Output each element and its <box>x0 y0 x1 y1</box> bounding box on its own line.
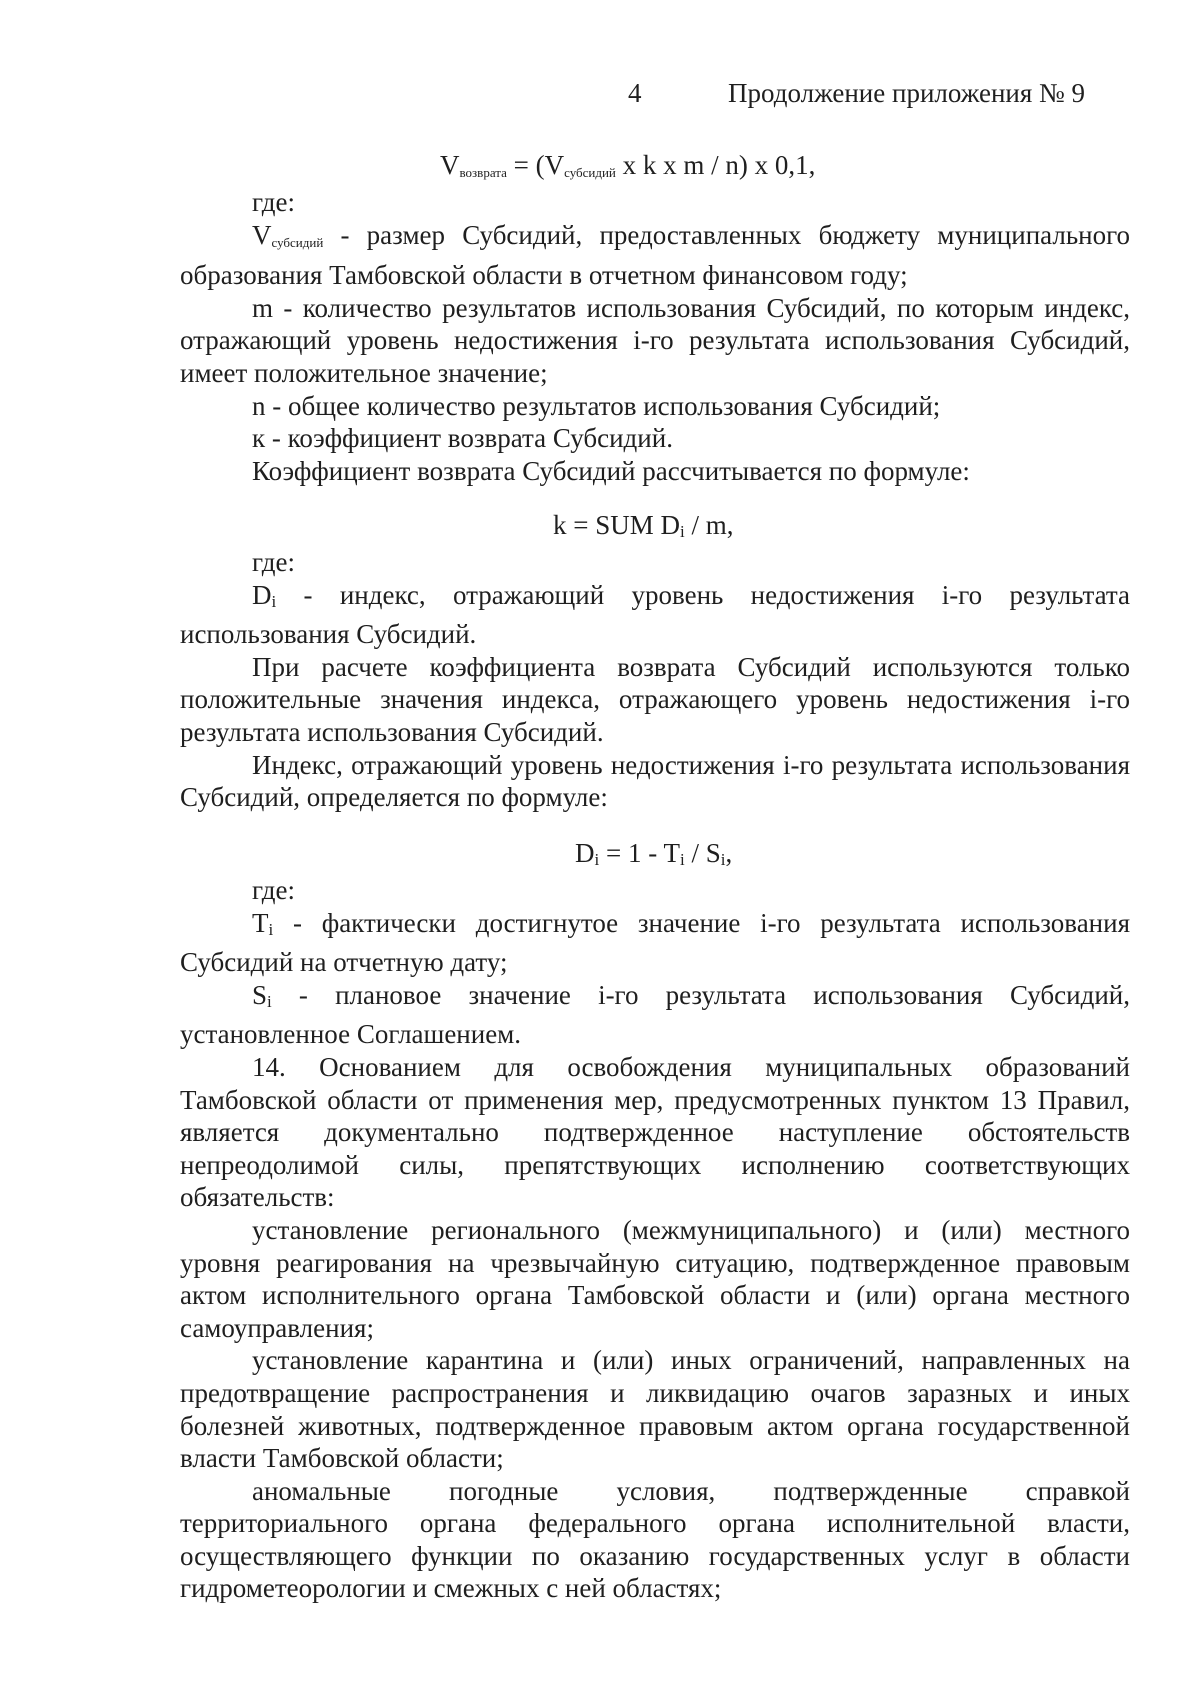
symbol-v: V <box>252 219 272 250</box>
coefficient-intro: Коэффициент возврата Субсидий рассчитывается по формуле: <box>252 455 970 486</box>
formula-rest: x k x m / n) x 0,1, <box>615 150 816 180</box>
formula-return-volume <box>440 150 815 181</box>
definition-v-text: - размер Субсидий, предоставленных бюджету муниципального образования Тамбовской области в отчетном финансовом году; <box>180 219 1130 291</box>
symbol-s-index: i <box>267 991 272 1011</box>
definition-d-text: - индекс, отражающий уровень недостижения i-го результата использования Субсидий. <box>180 579 1130 650</box>
index-intro: Индекс, отражающий уровень недостижения i-го результата использования Субсидий, определяется по формуле: <box>180 749 1130 813</box>
symbol-v-subscript: субсидий <box>271 234 324 250</box>
formula-v: V <box>440 150 460 180</box>
symbol-d-index: i <box>271 591 277 611</box>
definition-t-text: - фактически достигнутое значение i-го результата использования Субсидий на отчетную дату; <box>180 907 1130 978</box>
appendix-continuation-title: Продолжение приложения № 9 <box>728 78 1086 108</box>
definition-t <box>180 907 1130 979</box>
symbol-t: T <box>252 907 269 938</box>
symbol-s: S <box>252 979 268 1010</box>
clause-14: 14. Основанием для освобождения муниципальных образований Тамбовской области от применения мер, предусмотренных пунктом 13 Правил, является документально подтвержденное наступление обстоятельств непреодолимой силы, препятствующих исполнению соответствующих обязательств: <box>180 1051 1130 1213</box>
formula-d-slash: / S <box>684 838 721 868</box>
formula-t-index: i <box>679 850 685 869</box>
formula-d-symbol: D <box>575 838 595 868</box>
formula-d-index: i <box>594 850 600 869</box>
formula-eq: = (V <box>506 150 565 180</box>
definition-d <box>180 579 1130 651</box>
circumstance-weather: аномальные погодные условия, подтвержденные справкой территориального органа федерального органа исполнительной власти, осуществляющего функции по оказанию государственных услуг в области гидрометеорологии и смежных с ней областях; <box>180 1475 1130 1604</box>
definition-s-text: - плановое значение i-го результата использования Субсидий, установленное Соглашением. <box>180 979 1130 1050</box>
where-label: где: <box>252 875 295 905</box>
formula-subsidy-subscript: субсидий <box>564 165 616 180</box>
where-label: где: <box>252 547 295 577</box>
definition-n: n - общее количество результатов использования Субсидий; <box>252 390 941 421</box>
formula-s-index: i <box>720 850 726 869</box>
formula-k <box>553 510 734 542</box>
positive-values-note: При расчете коэффициента возврата Субсидий используются только положительные значения индекса, отражающего уровень недостижения i-го результата использования Субсидий. <box>180 651 1130 747</box>
definition-v-subsidy <box>180 219 1130 292</box>
where-label: где: <box>252 187 295 217</box>
definition-m: m - количество результатов использования Субсидий, по которым индекс, отражающий уровень недостижения i-го результата использования Субсидий, имеет положительное значение; <box>180 292 1130 388</box>
definition-k: к - коэффициент возврата Субсидий. <box>252 423 673 454</box>
formula-k-index: i <box>680 522 685 541</box>
definitions-block-3 <box>180 874 1130 1605</box>
circumstance-emergency: установление регионального (межмуниципального) и (или) местного уровня реагирования на чрезвычайную ситуацию, подтвержденное правовым актом исполнительного органа Тамбовской области и (или) органа местного самоуправления; <box>180 1214 1130 1343</box>
formula-k-post: / m, <box>684 510 734 540</box>
symbol-d: D <box>252 579 272 610</box>
circumstance-quarantine: установление карантина и (или) иных ограничений, направленных на предотвращение распространения и ликвидацию очагов заразных и иных болезней животных, подтвержденное правовым актом органа государственной власти Тамбовской области; <box>180 1345 1130 1474</box>
formula-k-pre: k = SUM D <box>553 510 680 540</box>
page-number: 4 <box>628 78 642 108</box>
definition-s <box>180 979 1130 1051</box>
formula-d-mid: = 1 - T <box>599 838 680 868</box>
formula-d <box>575 838 732 870</box>
definitions-block-1 <box>180 186 1130 487</box>
symbol-t-index: i <box>268 919 274 939</box>
formula-v-subscript: возврата <box>459 165 507 180</box>
formula-d-end: , <box>725 838 733 868</box>
definitions-block-2 <box>180 546 1130 814</box>
